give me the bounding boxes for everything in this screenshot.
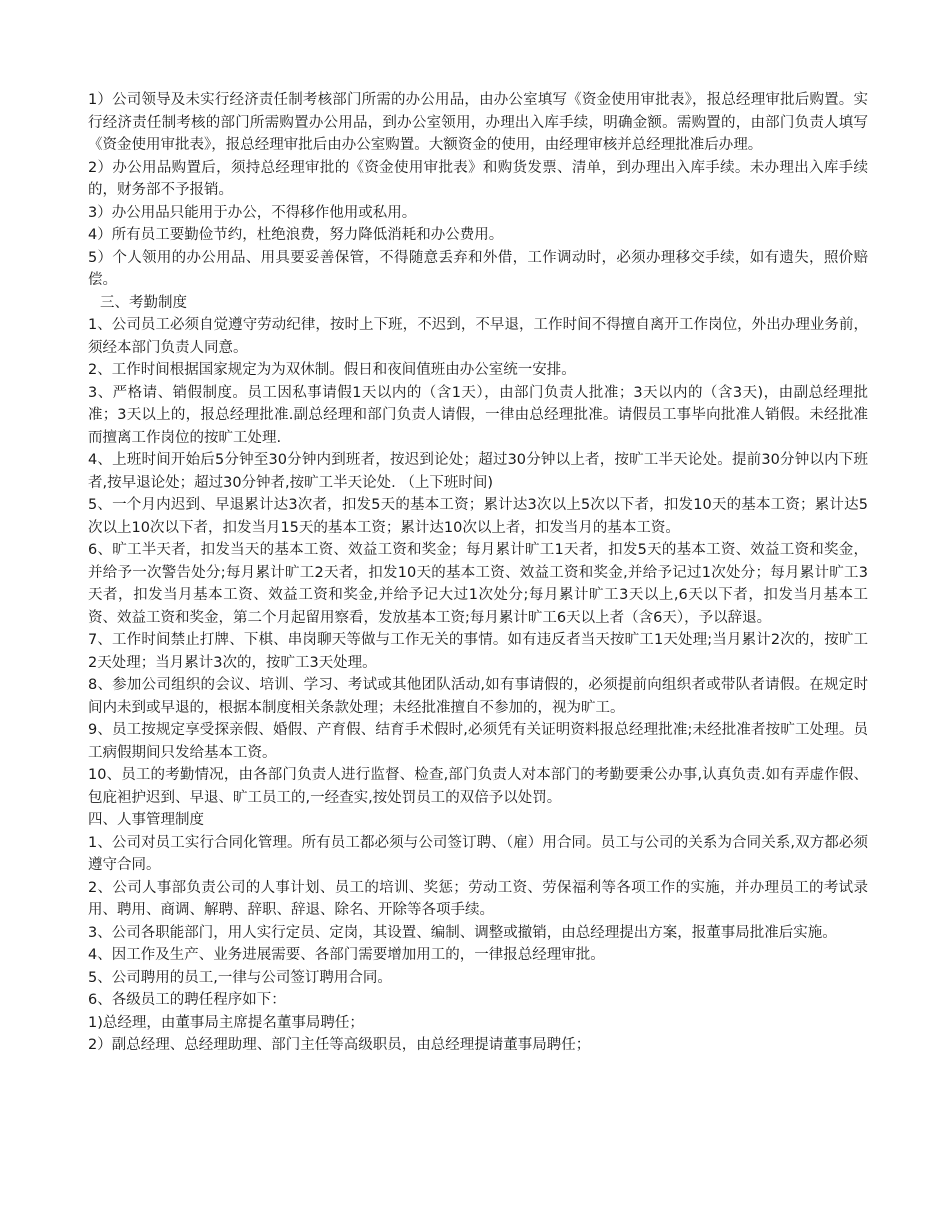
paragraph: 2）副总经理、总经理助理、部门主任等高级职员，由总经理提请董事局聘任； [88, 1037, 591, 1053]
section-heading: 四、人事管理制度 [88, 812, 204, 828]
paragraph: 3）办公用品只能用于办公，不得移作他用或私用。 [88, 204, 417, 221]
document-page [88, 89, 868, 1057]
paragraph: 8、参加公司组织的会议、培训、学习、考试或其他团队活动,如有事请假的，必须提前向组织者或带队者请假。在规定时间内未到或早退的，根据本制度相关条款处理；未经批准擅自不参加的，视为旷工。 [88, 677, 868, 716]
paragraph: 3、严格请、销假制度。员工因私事请假1天以内的（含1天），由部门负责人批准；3天以内的（含3天)，由副总经理批准；3天以上的，报总经理批准.副总经理和部门负责人请假，一律由总经理批准。请假员工事毕向批准人销假。未经批准而擅离工作岗位的按旷工处理. [88, 384, 868, 446]
paragraph: 9、员工按规定享受探亲假、婚假、产育假、结育手术假时,必须凭有关证明资料报总经理批准;未经批准者按旷工处理。员工病假期间只发给基本工资。 [88, 722, 868, 761]
paragraph: 6、旷工半天者，扣发当天的基本工资、效益工资和奖金；每月累计旷工1天者，扣发5天的基本工资、效益工资和奖金，并给予一次警告处分;每月累计旷工2天者，扣发10天的基本工资、效益工资和奖金,并给予记过1次处分；每月累计旷工3天者，扣发当月基本工资、效益工资和奖金,并给予记大过1次处分;每月累计旷工3天以上,6天以下者，扣发当月基本工资、效益工资和奖金，第二个月起留用察看，发放基本工资;每月累计旷工6天以上者（含6天），予以辞退。 [88, 542, 868, 626]
paragraph: 1、公司员工必须自觉遵守劳动纪律，按时上下班，不迟到，不早退，工作时间不得擅自离开工作岗位，外出办理业务前，须经本部门负责人同意。 [88, 317, 868, 356]
paragraph: 2、公司人事部负责公司的人事计划、员工的培训、奖惩；劳动工资、劳保福利等各项工作的实施，并办理员工的考试录用、聘用、商调、解聘、辞职、辞退、除名、开除等各项手续。 [88, 879, 868, 918]
paragraph: 2、工作时间根据国家规定为为双休制。假日和夜间值班由办公室统一安排。 [88, 362, 576, 378]
paragraph: 1）公司领导及未实行经济责任制考核部门所需的办公用品，由办公室填写《资金使用审批表》，报总经理审批后购置。实行经济责任制考核的部门所需购置办公用品，到办公室领用，办理出入库手续，明确金额。需购置的，由部门负责人填写《资金使用审批表》，报总经理审批后由办公室购置。大额资金的使用，由经理审核并总经理批准后办理。 [88, 92, 868, 153]
paragraph: 10、员工的考勤情况，由各部门负责人进行监督、检查,部门负责人对本部门的考勤要秉公办事,认真负责.如有弄虚作假、包庇袒护迟到、早退、旷工员工的,一经查实,按处罚员工的双倍予以处罚。 [88, 767, 868, 806]
paragraph: 1)总经理，由董事局主席提名董事局聘任； [88, 1014, 364, 1031]
paragraph: 2）办公用品购置后，须持总经理审批的《资金使用审批表》和购货发票、清单，到办理出入库手续。未办理出入库手续的，财务部不予报销。 [88, 159, 868, 198]
paragraph: 7、工作时间禁止打牌、下棋、串岗聊天等做与工作无关的事情。如有违反者当天按旷工1天处理;当月累计2次的，按旷工2天处理；当月累计3次的，按旷工3天处理。 [88, 632, 868, 671]
paragraph: 5、公司聘用的员工,一律与公司签订聘用合同。 [88, 969, 392, 986]
paragraph: 6、各级员工的聘任程序如下： [88, 992, 286, 1008]
paragraph: 4、上班时间开始后5分钟至30分钟内到班者，按迟到论处；超过30分钟以上者，按旷工半天论处。提前30分钟以内下班者,按早退论处；超过30分钟者,按旷工半天论处. （上下班时间) [88, 452, 868, 491]
paragraph: 4）所有员工要勤俭节约，杜绝浪费，努力降低消耗和办公费用。 [88, 227, 504, 243]
paragraph: 1、公司对员工实行合同化管理。所有员工都必须与公司签订聘、（雇）用合同。员工与公司的关系为合同关系,双方都必须遵守合同。 [88, 834, 868, 873]
paragraph: 3、公司各职能部门，用人实行定员、定岗，其设置、编制、调整或撤销，由总经理提出方案，报董事局批准后实施。 [88, 924, 837, 941]
paragraph: 5）个人领用的办公用品、用具要妥善保管，不得随意丢弃和外借，工作调动时，必须办理移交手续，如有遗失，照价赔偿。 [88, 249, 868, 288]
section-heading: 三、考勤制度 [100, 294, 187, 311]
paragraph: 5、一个月内迟到、早退累计达3次者，扣发5天的基本工资；累计达3次以上5次以下者，扣发10天的基本工资；累计达5次以上10次以下者，扣发当月15天的基本工资；累计达10次以上者，扣发当月的基本工资。 [88, 497, 868, 536]
paragraph: 4、因工作及生产、业务进展需要、各部门需要增加用工的，一律报总经理审批。 [88, 947, 605, 963]
